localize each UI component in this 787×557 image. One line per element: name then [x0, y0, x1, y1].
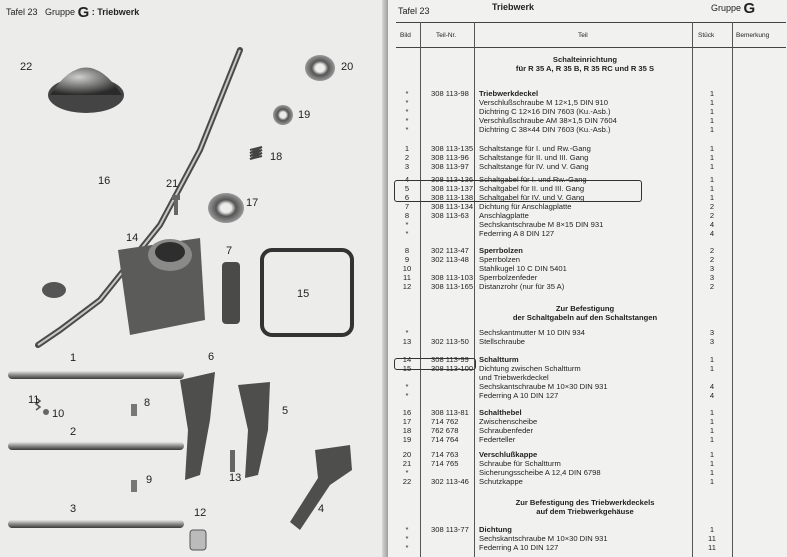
row-teil: Schaltturm: [479, 355, 519, 364]
part-5-fork: [238, 382, 270, 478]
row-teil: Zwischenscheibe: [479, 417, 538, 426]
label-22: 22: [20, 61, 33, 73]
label-20: 20: [341, 61, 354, 73]
row-teilnr: 308 113-138: [431, 193, 474, 202]
table-row: [396, 273, 786, 282]
row-stueck: 1: [709, 89, 715, 98]
row-stueck: 2: [709, 282, 715, 291]
row-teil: Sechskantschraube M 10×30 DIN 931: [479, 534, 608, 543]
label-3: 3: [70, 503, 77, 515]
col-stueck: Stück: [698, 32, 715, 39]
row-teil: Federring A 10 DIN 127: [479, 543, 559, 552]
row-stueck: 2: [709, 255, 715, 264]
part-9: [131, 480, 137, 492]
row-bild: *: [405, 382, 409, 391]
row-teil: Federring A 8 DIN 127: [479, 229, 555, 238]
section-title: Schalteinrichtung: [552, 55, 618, 64]
label-5: 5: [282, 405, 289, 417]
row-teil: Schaltstange für I. und Rw.-Gang: [479, 144, 591, 153]
row-bild: 21: [402, 459, 412, 468]
row-stueck: 1: [709, 107, 715, 116]
row-bild: *: [405, 125, 409, 134]
row-teil: Sperrbolzen: [479, 246, 523, 255]
row-teil: Dichtung für Anschlagplatte: [479, 202, 572, 211]
table-header: [396, 22, 786, 48]
row-stueck: 3: [709, 264, 715, 273]
row-teilnr: 302 113-48: [431, 255, 469, 264]
row-stueck: 4: [709, 229, 715, 238]
left-tafel: Tafel 23: [6, 7, 38, 17]
row-stueck: 1: [709, 435, 715, 444]
row-bild: 10: [402, 264, 412, 273]
left-title: : Triebwerk: [91, 7, 140, 17]
row-teil: Schalthebel: [479, 408, 522, 417]
row-stueck: 1: [709, 153, 715, 162]
row-stueck: 11: [708, 543, 716, 552]
table-row: [396, 468, 786, 477]
row-teil: Anschlagplatte: [479, 211, 529, 220]
row-bild: *: [405, 543, 409, 552]
row-bild: 1: [404, 144, 410, 153]
section-subtitle: für R 35 A, R 35 B, R 35 RC und R 35 S: [515, 64, 655, 73]
row-teilnr: 308 113-96: [431, 153, 469, 162]
row-teil: Triebwerkdeckel: [479, 89, 539, 98]
label-7: 7: [226, 245, 233, 257]
right-gruppe-letter: G: [743, 0, 756, 17]
table-row: [396, 220, 786, 229]
parts-drawing: [0, 0, 388, 557]
row-bild: *: [405, 89, 409, 98]
row-stueck: 1: [709, 459, 715, 468]
table-row: [396, 450, 786, 459]
label-13: 13: [229, 472, 242, 484]
row-stueck: 1: [709, 477, 715, 486]
row-stueck: 1: [709, 116, 715, 125]
col-teilnr: Teil-Nr.: [436, 32, 457, 39]
row-teil: Sicherungsscheibe A 12,4 DIN 6798: [479, 468, 601, 477]
label-6: 6: [208, 351, 215, 363]
row-teil: Sperrbolzen: [479, 255, 520, 264]
row-stueck: 1: [709, 98, 715, 107]
label-14: 14: [126, 232, 139, 244]
row-teilnr: 302 113-46: [431, 477, 469, 486]
row-teil: Schaltgabel für I. und Rw.-Gang: [479, 175, 587, 184]
row-stueck: 2: [709, 202, 715, 211]
table-row: [396, 337, 786, 346]
section-subtitle: der Schaltgabeln auf den Schaltstangen: [512, 313, 658, 322]
label-10: 10: [52, 408, 65, 420]
row-teil: Schraubenfeder: [479, 426, 534, 435]
row-bild: 2: [404, 153, 410, 162]
row-stueck: 1: [709, 417, 715, 426]
table-row: [396, 543, 786, 552]
row-stueck: 3: [709, 273, 715, 282]
label-18: 18: [270, 151, 283, 163]
row-bild: 20: [402, 450, 412, 459]
table-row: [396, 534, 786, 543]
right-gruppe-wrap: [711, 0, 755, 17]
col-bemerkung: Bemerkung: [736, 32, 770, 39]
label-8: 8: [144, 397, 151, 409]
row-teilnr: 308 113-81: [431, 408, 469, 417]
table-row: [396, 246, 786, 255]
row-teilnr: 308 113-99: [431, 355, 469, 364]
label-4: 4: [318, 503, 325, 515]
row-bild: 16: [402, 408, 412, 417]
row-stueck: 1: [709, 144, 715, 153]
table-row: [396, 144, 786, 153]
row-bild: 15: [402, 364, 412, 373]
row-teilnr: 714 765: [431, 459, 459, 468]
part-12-tube: [190, 530, 206, 550]
label-1: 1: [70, 352, 77, 364]
row-teilnr: 302 113-50: [431, 337, 469, 346]
table-row: [396, 391, 786, 400]
row-teilnr: 308 113-63: [431, 211, 469, 220]
part-3-rod: [8, 520, 184, 528]
part-18-spring: [250, 147, 262, 159]
row-teil: Stellschraube: [479, 337, 526, 346]
row-bild: 7: [404, 202, 410, 211]
table-row: [396, 282, 786, 291]
parts-list-page: [388, 0, 787, 557]
row-teil: Schutzkappe: [479, 477, 523, 486]
row-bild: *: [405, 116, 409, 125]
row-teilnr: 308 113-165: [431, 282, 474, 291]
left-gruppe: Gruppe: [45, 7, 76, 17]
row-stueck: 1: [709, 125, 715, 134]
row-bild: *: [405, 220, 409, 229]
row-bild: 5: [404, 184, 410, 193]
row-teilnr: 308 113-100: [431, 364, 474, 373]
part-4-fork: [290, 445, 352, 530]
table-row: [396, 459, 786, 468]
part-7-plate: [222, 262, 240, 324]
row-stueck: 2: [709, 211, 715, 220]
row-bild: 8: [404, 211, 410, 220]
row-stueck: 1: [709, 355, 715, 364]
row-teilnr: 308 113-137: [431, 184, 474, 193]
row-stueck: 1: [709, 193, 715, 202]
row-teilnr: 762 678: [431, 426, 459, 435]
row-teil: Distanzrohr (nur für 35 A): [479, 282, 565, 291]
row-teil: Verschlußkappe: [479, 450, 538, 459]
row-bild: 19: [402, 435, 412, 444]
row-teil: Stahlkugel 10 C DIN 5401: [479, 264, 567, 273]
section-title: Zur Befestigung: [555, 304, 615, 313]
part-22-cap: [50, 68, 122, 96]
row-stueck: 1: [709, 408, 715, 417]
row-stueck: 1: [709, 184, 715, 193]
row-teil: Sechskantschraube M 8×15 DIN 931: [479, 220, 604, 229]
row-teil: Schaltstange für II. und III. Gang: [479, 153, 589, 162]
table-row: [396, 89, 786, 98]
table-row: [396, 525, 786, 534]
part-2-rod: [8, 442, 184, 450]
row-teil: und Triebwerkdeckel: [479, 373, 549, 382]
table-row: [396, 211, 786, 220]
table-row: [396, 162, 786, 171]
label-12: 12: [194, 507, 207, 519]
table-row: [396, 373, 786, 382]
row-bild: 6: [404, 193, 410, 202]
row-teil: Dichtring C 38×44 DIN 7603 (Ku.-Asb.): [479, 125, 611, 134]
row-teil: Schaltgabel für IV. und V. Gang: [479, 193, 585, 202]
row-bild: 8: [404, 246, 410, 255]
row-teil: Schaltstange für IV. und V. Gang: [479, 162, 589, 171]
col-teil: Teil: [578, 32, 588, 39]
row-teilnr: 308 113-135: [431, 144, 474, 153]
row-stueck: 1: [709, 525, 715, 534]
row-bild: *: [405, 468, 409, 477]
row-stueck: 3: [709, 328, 715, 337]
row-bild: *: [405, 98, 409, 107]
section-subtitle: auf dem Triebwerkgehäuse: [536, 507, 634, 516]
illustration-page: [0, 0, 388, 557]
part-10: [43, 409, 49, 415]
part-1-rod: [8, 371, 184, 379]
table-row: [396, 382, 786, 391]
hand-drawn-circle: [394, 358, 476, 370]
table-row: [396, 264, 786, 273]
table-row: [396, 477, 786, 486]
part-6-fork: [180, 372, 215, 480]
row-bild: 17: [402, 417, 412, 426]
row-stueck: 1: [709, 426, 715, 435]
row-bild: 18: [402, 426, 412, 435]
row-stueck: 4: [709, 382, 715, 391]
right-title: Triebwerk: [492, 2, 535, 12]
row-stueck: 1: [709, 162, 715, 171]
table-row: [396, 116, 786, 125]
table-row: [396, 435, 786, 444]
table-row: [396, 98, 786, 107]
row-teilnr: 714 762: [431, 417, 459, 426]
row-teil: Sperrbolzenfeder: [479, 273, 538, 282]
table-row: [396, 202, 786, 211]
row-teil: Dichtung: [479, 525, 512, 534]
row-teil: Federteller: [479, 435, 516, 444]
row-stueck: 3: [709, 337, 715, 346]
row-bild: 3: [404, 162, 410, 171]
label-21: 21: [166, 178, 179, 190]
row-teilnr: 714 764: [431, 435, 459, 444]
right-tafel: Tafel 23: [398, 6, 430, 16]
row-teil: Verschlußschraube AM 38×1,5 DIN 7604: [479, 116, 617, 125]
table-row: [396, 229, 786, 238]
row-bild: 12: [402, 282, 412, 291]
label-19: 19: [298, 109, 311, 121]
row-bild: 22: [402, 477, 412, 486]
part-8: [131, 404, 137, 416]
row-stueck: 1: [709, 468, 715, 477]
row-teilnr: 308 113-134: [431, 202, 474, 211]
row-stueck: 1: [709, 450, 715, 459]
row-teil: Dichtring C 12×16 DIN 7603 (Ku.-Asb.): [479, 107, 611, 116]
table-row: [396, 328, 786, 337]
row-teilnr: 308 113-136: [431, 175, 474, 184]
row-teil: Sechskantschraube M 10×30 DIN 931: [479, 382, 608, 391]
table-row: [396, 107, 786, 116]
row-teil: Sechskantmutter M 10 DIN 934: [479, 328, 585, 337]
row-stueck: 2: [709, 246, 715, 255]
row-teilnr: 714 763: [431, 450, 459, 459]
row-teilnr: 308 113-77: [431, 525, 469, 534]
table-row: [396, 426, 786, 435]
row-teil: Federring A 10 DIN 127: [479, 391, 559, 400]
row-bild: 14: [402, 355, 412, 364]
table-row: [396, 255, 786, 264]
table-row: [396, 408, 786, 417]
row-teil: Verschlußschraube M 12×1,5 DIN 910: [479, 98, 608, 107]
hand-drawn-circle: [394, 180, 642, 202]
label-11: 11: [28, 394, 40, 406]
row-teil: Schaltgabel für II. und III. Gang: [479, 184, 585, 193]
row-bild: 4: [404, 175, 410, 184]
row-teilnr: 308 113-97: [431, 162, 469, 171]
label-9: 9: [146, 474, 153, 486]
row-stueck: 4: [709, 220, 715, 229]
table-row: [396, 153, 786, 162]
row-bild: 9: [404, 255, 410, 264]
label-17: 17: [246, 197, 259, 209]
row-bild: *: [405, 391, 409, 400]
left-gruppe-letter: G: [77, 4, 90, 21]
row-teil: Dichtung zwischen Schaltturm: [479, 364, 581, 373]
row-teilnr: 302 113-47: [431, 246, 469, 255]
row-bild: 11: [403, 273, 411, 282]
row-bild: *: [405, 229, 409, 238]
part-19: [273, 105, 293, 125]
row-stueck: 11: [708, 534, 716, 543]
row-bild: 13: [402, 337, 412, 346]
row-bild: *: [405, 525, 409, 534]
row-bild: *: [405, 107, 409, 116]
row-teilnr: 308 113-98: [431, 89, 469, 98]
row-stueck: 4: [709, 391, 715, 400]
col-bild: Bild: [400, 32, 411, 39]
row-stueck: 1: [709, 175, 715, 184]
table-row: [396, 125, 786, 134]
part-20-cap: [305, 55, 335, 81]
row-stueck: 1: [709, 364, 715, 373]
label-2: 2: [70, 426, 77, 438]
row-bild: *: [405, 328, 409, 337]
part-13-screw: [230, 450, 235, 472]
label-15: 15: [297, 288, 310, 300]
right-gruppe: Gruppe: [711, 3, 742, 13]
part-17-washer: [208, 193, 244, 223]
section-title: Zur Befestigung des Triebwerkdeckels: [515, 498, 655, 507]
row-bild: *: [405, 534, 409, 543]
label-16: 16: [98, 175, 111, 187]
row-teil: Schraube für Schaltturm: [479, 459, 561, 468]
table-row: [396, 417, 786, 426]
row-teilnr: 308 113-103: [431, 273, 474, 282]
